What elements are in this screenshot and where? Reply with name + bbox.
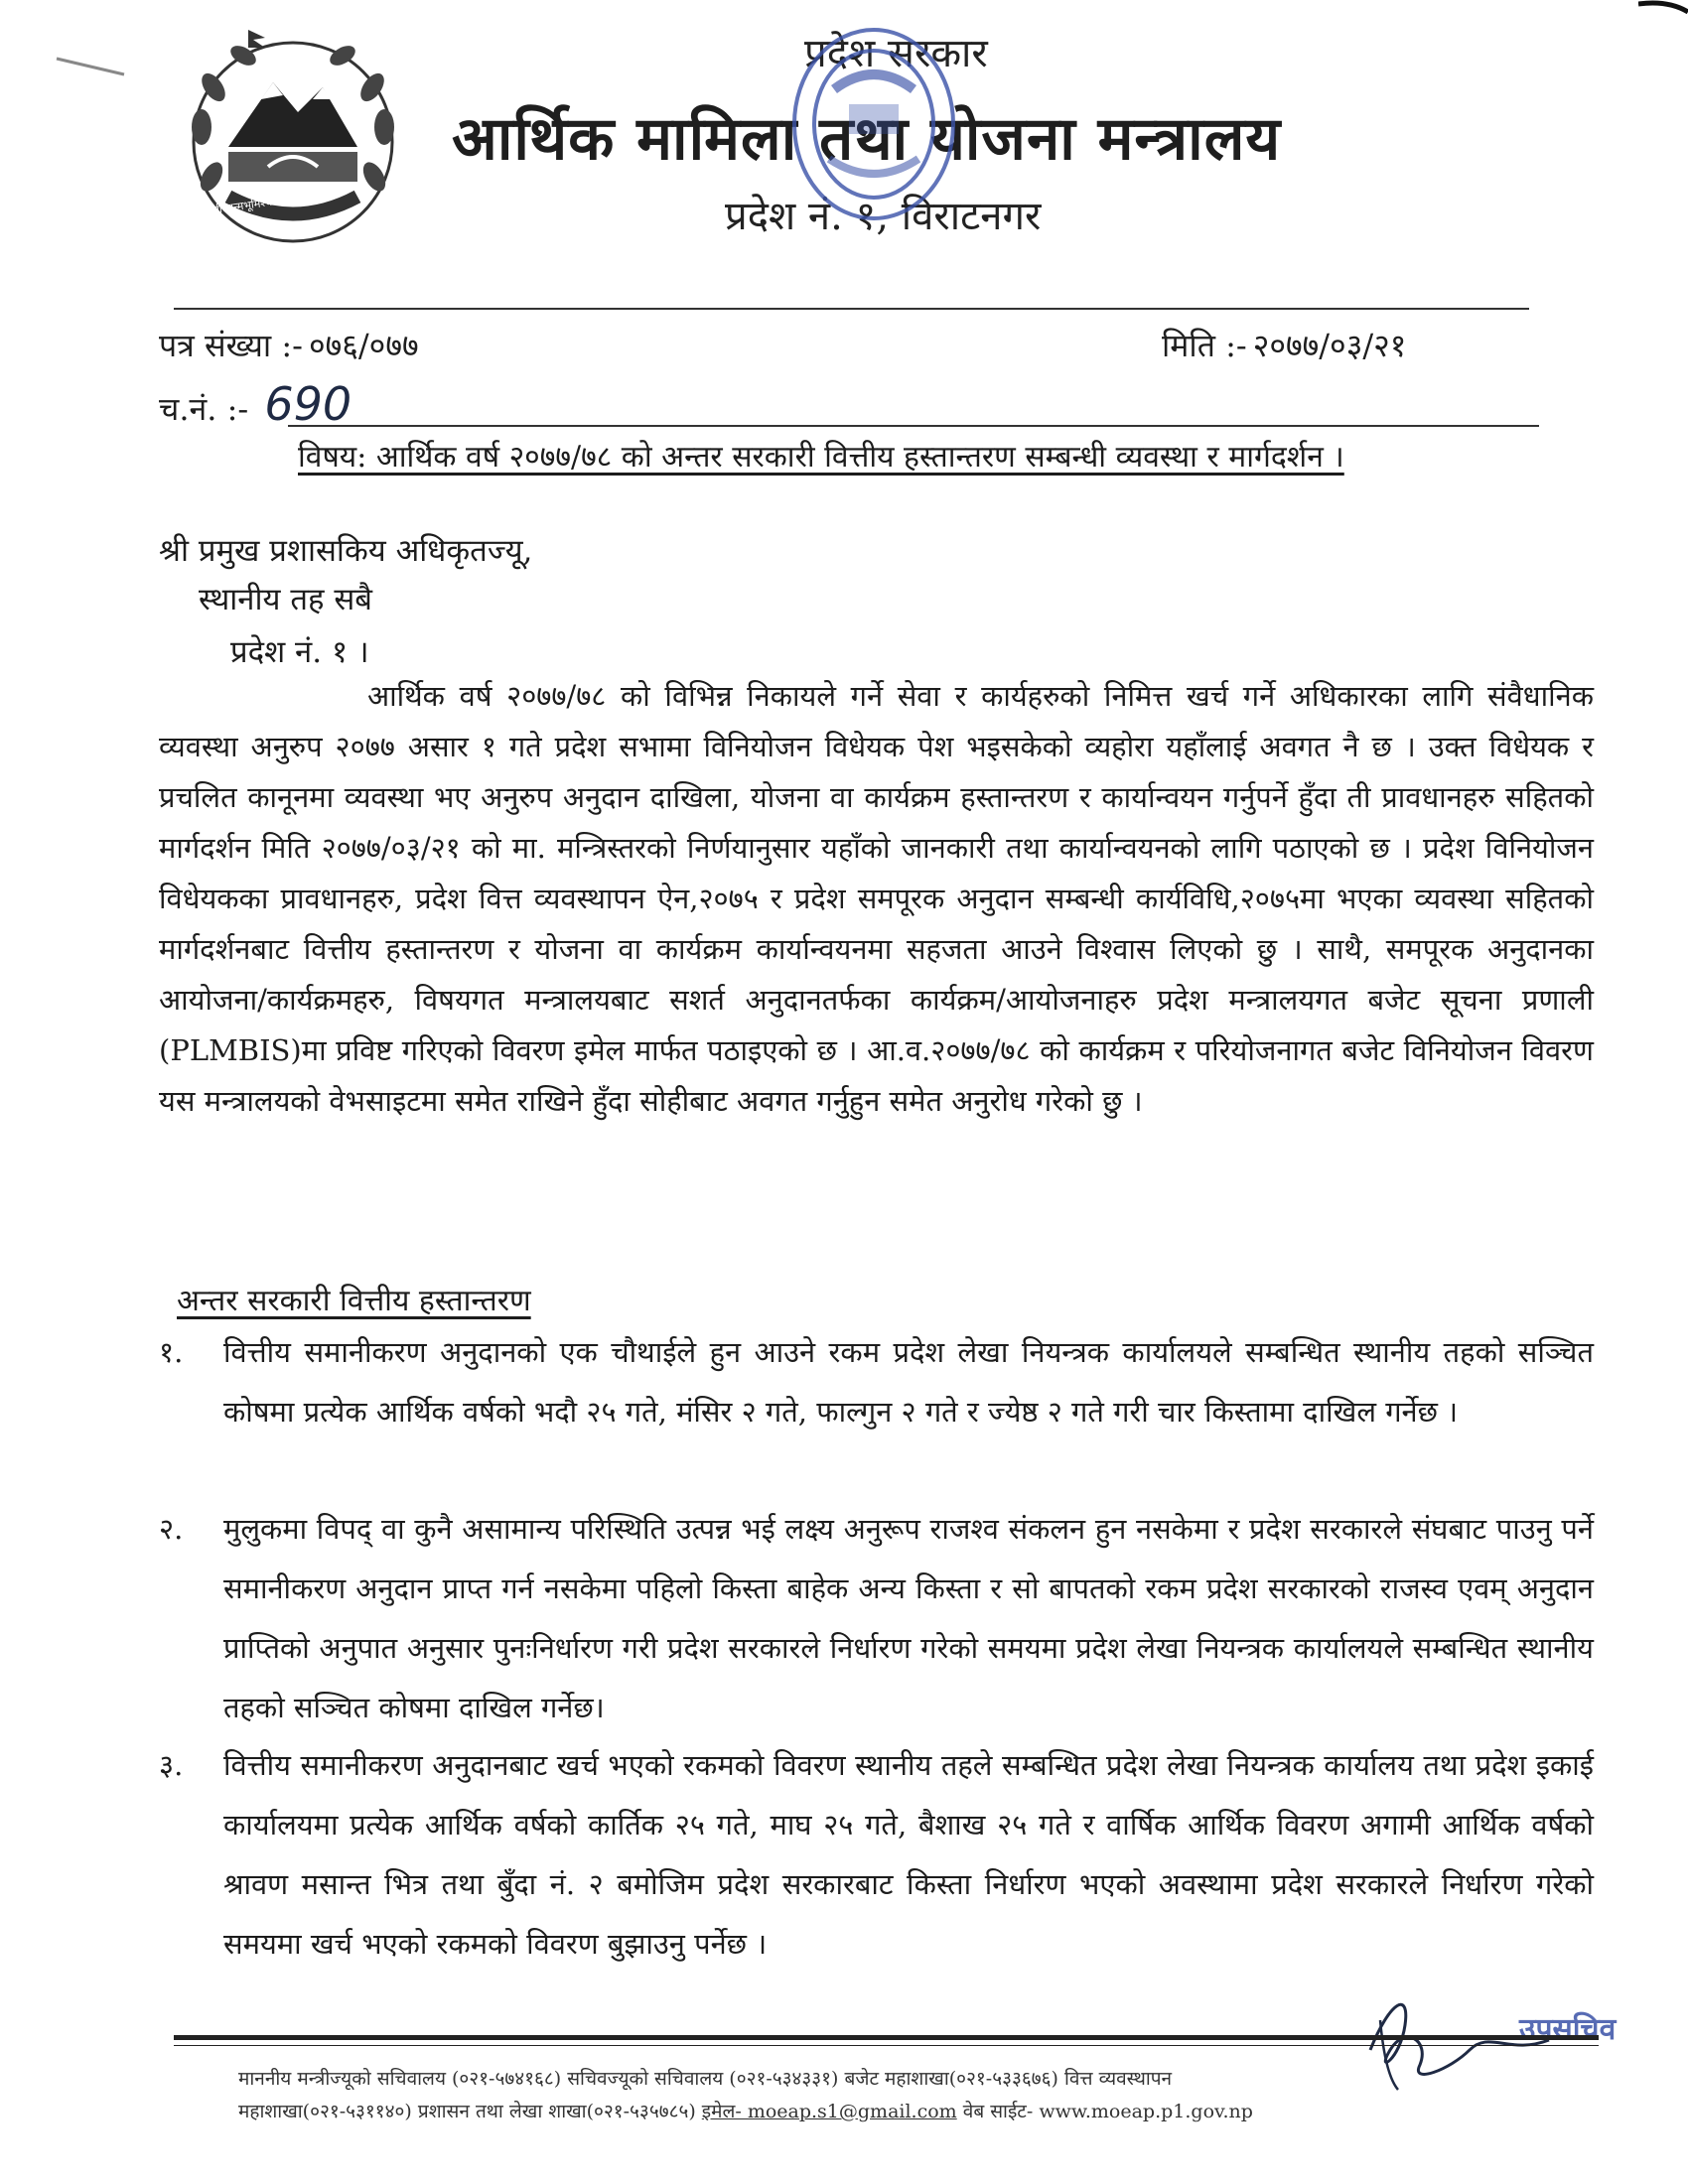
- list-item-text: मुलुकमा विपद् वा कुनै असामान्य परिस्थिति उत्पन्न भई लक्ष्य अनुरूप राजश्व संकलन हुन नसकेमा र प्रदेश सरकारले संघबाट पाउनु पर्ने समानीकरण अनुदान प्राप्त गर्न नसकेमा पहिलो किस्ता बाहेक अन्य किस्ता र सो बापतको रकम प्रदेश सरकारको राजस्व एवम् अनुदान प्राप्तिको अनुपात अनुसार पुनःनिर्धारण गरी प्रदेश सरकारले निर्धारण गरेको समयमा प्रदेश लेखा नियन्त्रक कार्यालयले सम्बन्धित स्थानीय तहको सञ्चित कोषमा दाखिल गर्नेछ।: [223, 1512, 1594, 1724]
- letter-number-value: ०७६/०७७: [308, 327, 419, 364]
- footer-divider-thin: [174, 2045, 1599, 2046]
- addressee-line-2: स्थानीय तह सबै: [199, 582, 372, 617]
- list-item: [159, 1322, 1594, 1441]
- addressee-line-3: प्रदेश नं. १ ।: [230, 634, 369, 670]
- list-item: [159, 1499, 1594, 1737]
- designation-stamp: उपसचिव: [1519, 2012, 1617, 2047]
- footer-email-link[interactable]: इमेल- moeap.s1@gmail.com: [701, 2101, 957, 2122]
- list-item: [159, 1735, 1594, 1974]
- list-item-text: वित्तीय समानीकरण अनुदानको एक चौथाईले हुन आउने रकम प्रदेश लेखा नियन्त्रक कार्यालयले सम्बन्धित स्थानीय तहको सञ्चित कोषमा प्रत्येक आर्थिक वर्षको भदौ २५ गते, मंसिर २ गते, फाल्गुन २ गते र ज्येष्ठ २ गते गरी चार किस्तामा दाखिल गर्नेछ ।: [223, 1335, 1594, 1429]
- ministry-name: आर्थिक मामिला तथा योजना मन्त्रालय: [452, 104, 1282, 174]
- emblem-motto: जननी जन्मभूमिश्च स्वर्गादपि गरीयसी: [198, 185, 344, 219]
- letter-number: [159, 324, 419, 366]
- footer-contacts-line-1: माननीय मन्त्रीज्यूको सचिवालय (०२१-५७४१६८) सचिवज्यूको सचिवालय (०२१-५३४३३१) बजेट महाशाखा(०२१-५३३६७६) वित्त व्यवस्थापन: [238, 2068, 1173, 2090]
- official-stamp-icon: [765, 20, 983, 228]
- dispatch-number-value: 690: [264, 377, 352, 431]
- letter-date-label: मिति :-: [1162, 327, 1247, 364]
- government-name: प्रदेश सरकार: [804, 31, 988, 76]
- list-item-number: १.: [159, 1335, 184, 1369]
- footer-website-link[interactable]: वेब साईट- www.moeap.p1.gov.np: [962, 2101, 1253, 2122]
- letter-date: [1162, 324, 1406, 366]
- scan-mark: [55, 55, 126, 78]
- ministry-address: प्रदेश नं. १, विराटनगर: [725, 194, 1042, 239]
- header-divider: [174, 308, 1529, 310]
- list-item-number: २.: [159, 1512, 184, 1546]
- meta-divider: [288, 425, 1539, 427]
- letter-date-value: २०७७/०३/२१: [1252, 327, 1407, 364]
- dispatch-number-label: च.नं. :-: [159, 390, 249, 428]
- dispatch-number: [159, 377, 352, 431]
- footer-phone-text: महाशाखा(०२१-५३११४०) प्रशासन तथा लेखा शाखा(०२१-५३५७८५): [238, 2101, 696, 2122]
- section-heading: अन्तर सरकारी वित्तीय हस्तान्तरण: [177, 1284, 531, 1318]
- list-item-number: ३.: [159, 1748, 184, 1782]
- corner-mark: [1638, 0, 1688, 20]
- letter-subject: विषय: आर्थिक वर्ष २०७७/७८ को अन्तर सरकारी वित्तीय हस्तान्तरण सम्बन्धी व्यवस्था र मार्गदर्शन ।: [298, 440, 1344, 475]
- letter-number-label: पत्र संख्या :-: [159, 327, 303, 364]
- letter-body: आर्थिक वर्ष २०७७/७८ को विभिन्न निकायले गर्ने सेवा र कार्यहरुको निमित्त खर्च गर्ने अधिकारका लागि संवैधानिक व्यवस्था अनुरुप २०७७ असार १ गते प्रदेश सभामा विनियोजन विधेयक पेश भइसकेको व्यहोरा यहाँलाई अवगत नै छ । उक्त विधेयक र प्रचलित कानूनमा व्यवस्था भए अनुरुप अनुदान दाखिला, योजना वा कार्यक्रम हस्तान्तरण र कार्यान्वयन गर्नुपर्ने हुँदा ती प्रावधानहरु सहितको मार्गदर्शन मिति २०७७/०३/२१ को मा. मन्त्रिस्तरको निर्णयानुसार यहाँको जानकारी तथा कार्यान्वयनको लागि पठाएको छ । प्रदेश विनियोजन विधेयकका प्रावधानहरु, प्रदेश वित्त व्यवस्थापन ऐन,२०७५ र प्रदेश समपूरक अनुदान सम्बन्धी कार्यविधि,२०७५मा भएका व्यवस्था सहितको मार्गदर्शनबाट वित्तीय हस्तान्तरण र योजना वा कार्यक्रम कार्यान्वयनमा सहजता आउने विश्वास लिएको छु । साथै, समपूरक अनुदानका आयोजना/कार्यक्रमहरु, विषयगत मन्त्रालयबाट सशर्त अनुदानतर्फका कार्यक्रम/आयोजनाहरु प्रदेश मन्त्रालयगत बजेट सूचना प्रणाली (PLMBIS)मा प्रविष्ट गरिएको विवरण इमेल मार्फत पठाइएको छ । आ.व.२०७७/७८ को कार्यक्रम र परियोजनागत बजेट विनियोजन विवरण यस मन्त्रालयको वेभसाइटमा समेत राखिने हुँदा सोहीबाट अवगत गर्नुहुन समेत अनुरोध गरेको छु ।: [159, 679, 1594, 1118]
- list-item-text: वित्तीय समानीकरण अनुदानबाट खर्च भएको रकमको विवरण स्थानीय तहले सम्बन्धित प्रदेश लेखा नियन्त्रक कार्यालय तथा प्रदेश इकाई कार्यालयमा प्रत्येक आर्थिक वर्षको कार्तिक २५ गते, माघ २५ गते, बैशाख २५ गते र वार्षिक आर्थिक विवरण अगामी आर्थिक वर्षको श्रावण मसान्त भित्र तथा बुँदा नं. २ बमोजिम प्रदेश सरकारबाट किस्ता निर्धारण भएको अवस्थामा प्रदेश सरकारले निर्धारण गरेको समयमा खर्च भएको रकमको विवरण बुझाउनु पर्नेछ ।: [223, 1748, 1594, 1961]
- footer-divider-thick: [174, 2035, 1599, 2040]
- footer-contacts-line-2: [238, 2098, 1628, 2123]
- addressee-line-1: श्री प्रमुख प्रशासकिय अधिकृतज्यू,: [159, 533, 533, 569]
